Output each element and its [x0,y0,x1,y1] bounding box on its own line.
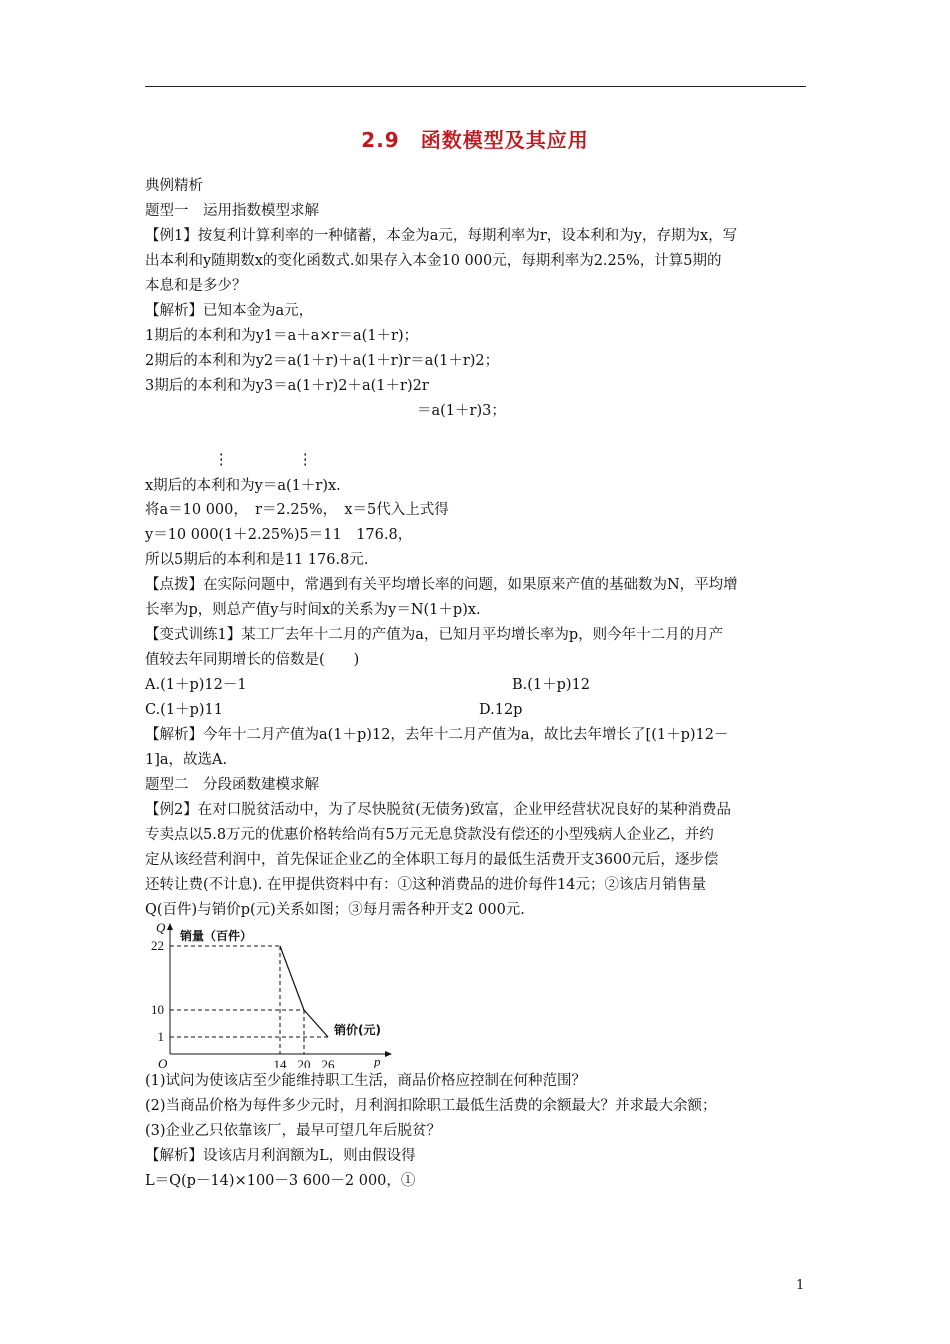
y-tick-label: 22 [151,938,164,953]
page-number: 1 [796,1278,805,1293]
text-line: 还转让费(不计息). 在甲提供资料中有：①这种消费品的进价每件14元；②该店月销售量 [145,877,706,893]
text-line: ＝a(1＋r)3； [417,403,506,419]
x-tick-label: 20 [297,1057,311,1068]
text-line: 值较去年同期增长的倍数是( ) [145,652,360,668]
text-line: 长率为p，则总产值y与时间x的关系为y＝N(1＋p)x. [145,602,481,618]
text-line: 1期后的本利和为y1＝a＋a×r＝a(1＋r)； [145,328,419,344]
x-tick-label: 14 [273,1057,287,1068]
text-line: 所以5期后的本利和是11 176.8元. [145,552,369,568]
y-axis-symbol: Q [156,920,166,935]
option-b: B.(1＋p)12 [512,677,591,693]
text-line: 3期后的本利和为y3＝a(1＋r)2＋a(1＋r)2r [145,378,429,394]
option-c: C.(1＋p)11 [145,702,223,718]
question-1: (1)试问为使该店至少能维持职工生活，商品价格应控制在何种范围？ [145,1073,587,1089]
option-a: A.(1＋p)12－1 [145,677,247,693]
sales-price-chart [140,918,400,1068]
text-line: 【变式训练1】某工厂去年十二月的产值为a，已知月平均增长率为p，则今年十二月的月产 [145,627,724,643]
text-line: 本息和是多少？ [145,278,247,294]
ellipsis-vertical: ⋮ [298,452,313,468]
text-line: 出本利和y随期数x的变化函数式.如果存入本金10 000元，每期利率为2.25%，计算5期的 [145,253,722,269]
x-tick-label: 26 [321,1057,335,1068]
text-line: 【点拨】在实际问题中，常遇到有关平均增长率的问题，如果原来产值的基础数为N，平均增 [145,577,738,593]
text-line: 【解析】今年十二月产值为a(1＋p)12，去年十二月产值为a，故比去年增长了[(1＋p)12－ [145,727,729,743]
question-3: (3)企业乙只依靠该厂，最早可望几年后脱贫？ [145,1123,442,1139]
question-2: (2)当商品价格为每件多少元时，月利润扣除职工最低生活费的余额最大？并求最大余额； [145,1098,717,1114]
text-line: 专卖点以5.8万元的优惠价格转给尚有5万元无息贷款没有偿还的小型残病人企业乙，并约 [145,827,714,843]
header-rule [145,86,806,87]
text-line: 【例2】在对口脱贫活动中，为了尽快脱贫(无债务)致富，企业甲经营状况良好的某种消费品 [145,802,732,818]
text-line: 定从该经营利润中，首先保证企业乙的全体职工每月的最低生活费开支3600元后，逐步偿 [145,852,719,868]
text-line: 1]a，故选A. [145,752,228,768]
x-axis-label: 销价(元) [334,1023,381,1037]
option-d: D.12p [479,702,523,718]
text-line: 【例1】按复利计算利率的一种储蓄，本金为a元，每期利率为r，设本利和为y，存期为x，写 [145,228,738,244]
origin-label: O [158,1056,168,1068]
text-line: L＝Q(p－14)×100－3 600－2 000，① [145,1173,416,1189]
text-line: 【解析】已知本金为a元， [145,303,314,319]
text-line: 将a＝10 000， r＝2.25%， x＝5代入上式得 [145,502,449,518]
topic-heading: 题型一 运用指数模型求解 [145,203,319,219]
text-line: y＝10 000(1＋2.25%)5＝11 176.8， [145,527,413,543]
section-heading: 典例精析 [145,178,203,194]
text-line: Q(百件)与销价p(元)关系如图；③每月需各种开支2 000元. [145,902,525,918]
x-axis-symbol: p [374,1054,381,1068]
text-line: 2期后的本利和为y2＝a(1＋r)＋a(1＋r)r＝a(1＋r)2； [145,353,500,369]
y-axis-arrow [167,923,173,930]
series-segment [280,946,304,1010]
page-title: 2.9 函数模型及其应用 [361,128,589,152]
text-line: x期后的本利和为y＝a(1＋r)x. [145,478,341,494]
y-tick-label: 1 [157,1029,164,1044]
series-segment [304,1010,328,1037]
ellipsis-vertical: ⋮ [214,452,229,468]
topic-heading: 题型二 分段函数建模求解 [145,777,319,793]
y-tick-label: 10 [151,1002,164,1017]
text-line: 【解析】设该店月利润额为L，则由假设得 [145,1148,416,1164]
x-axis-arrow [385,1051,392,1057]
y-axis-label: 销量（百件） [180,929,253,943]
